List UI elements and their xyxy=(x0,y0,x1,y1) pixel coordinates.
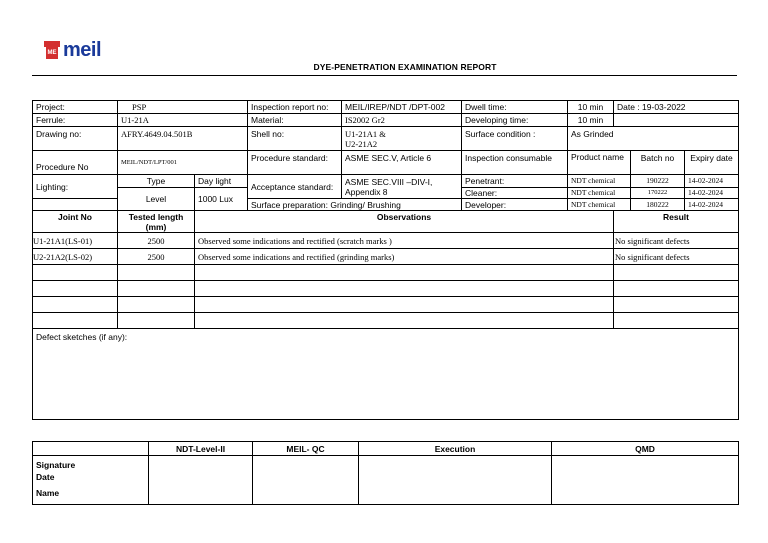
result-header: Result xyxy=(614,211,739,233)
developing-time-label: Developing time: xyxy=(462,114,568,127)
ferrule-label: Ferrule: xyxy=(33,114,118,127)
consumable-batch: 170222 xyxy=(631,188,685,199)
product-name-header: Product name xyxy=(568,151,631,175)
ferrule-value: U1-21A xyxy=(118,114,248,127)
company-logo xyxy=(44,39,102,66)
lighting-type-value: Day light xyxy=(195,175,248,188)
inspection-report-value: MEIL/IREP/NDT /DPT-002 xyxy=(342,101,462,114)
signoff-labels xyxy=(33,456,149,505)
logo-emblem: ME IL xyxy=(44,41,60,59)
procedure-label: Procedure No xyxy=(33,151,118,175)
table-row xyxy=(33,249,739,265)
shell-value xyxy=(342,127,462,151)
table-row xyxy=(33,281,739,297)
procedure-standard-label: Procedure standard: xyxy=(248,151,342,175)
defect-sketches-label: Defect sketches (if any): xyxy=(36,332,128,342)
material-label: Material: xyxy=(248,114,342,127)
surface-preparation-value: Grinding/ Brushing xyxy=(330,199,401,210)
observation-cell: Observed some indications and rectified (scratch marks ) xyxy=(195,233,614,249)
meil-qc-signature xyxy=(253,456,359,505)
table-row xyxy=(33,297,739,313)
project-value: PSP xyxy=(118,101,248,114)
shell-label: Shell no: xyxy=(248,127,342,151)
ndt-level-header: NDT-Level-II xyxy=(149,442,253,456)
inspection-consumable-label: Inspection consumable xyxy=(462,151,568,175)
meil-qc-header: MEIL- QC xyxy=(253,442,359,456)
consumable-name: Developer: xyxy=(462,199,568,211)
table-row xyxy=(33,313,739,329)
consumable-expiry: 14-02-2024 xyxy=(685,199,739,211)
lighting-label: Lighting: xyxy=(33,175,118,199)
surface-preparation xyxy=(248,199,462,211)
consumable-product: NDT chemical xyxy=(568,199,631,211)
acceptance-standard-line-2: Appendix 8 xyxy=(345,186,388,197)
consumable-name: Cleaner: xyxy=(462,188,568,199)
project-label: Project: xyxy=(33,101,118,114)
table-row xyxy=(33,265,739,281)
procedure-standard-value: ASME SEC.V, Article 6 xyxy=(342,151,462,175)
consumable-expiry: 14-02-2024 xyxy=(685,175,739,188)
signature-label: Signature xyxy=(36,460,76,470)
execution-header: Execution xyxy=(359,442,552,456)
surface-condition-label: Surface condition : xyxy=(462,127,568,151)
expiry-date-header: Expiry date xyxy=(685,151,739,175)
tested-length-cell: 2500 xyxy=(118,249,195,265)
drawing-label: Drawing no: xyxy=(33,127,118,151)
execution-signature xyxy=(359,456,552,505)
empty-cell xyxy=(614,114,739,127)
report-table xyxy=(32,100,739,420)
lighting-type-label: Type xyxy=(118,175,195,188)
empty-cell xyxy=(33,199,118,211)
dwell-time-value: 10 min xyxy=(568,101,614,114)
result-cell: No significant defects xyxy=(614,233,739,249)
dwell-time-label: Dwell time: xyxy=(462,101,568,114)
lighting-level-label: Level xyxy=(118,188,195,211)
name-label: Name xyxy=(36,488,60,498)
result-cell: No significant defects xyxy=(614,249,739,265)
tested-length-cell: 2500 xyxy=(118,233,195,249)
inspection-report-label: Inspection report no: xyxy=(248,101,342,114)
joint-no-cell: U2-21A2(LS-02) xyxy=(33,249,118,265)
qmd-signature xyxy=(552,456,739,505)
report-title: DYE-PENETRATION EXAMINATION REPORT xyxy=(313,62,497,72)
shell-value-line-2: U2-21A2 xyxy=(345,138,378,149)
defect-sketches-area xyxy=(33,329,739,420)
procedure-value: MEIL/NDT/LPT/001 xyxy=(118,151,248,175)
material-value: IS2002 Gr2 xyxy=(342,114,462,127)
observation-cell: Observed some indications and rectified (grinding marks) xyxy=(195,249,614,265)
surface-preparation-label: Surface preparation: xyxy=(251,199,329,210)
qmd-header: QMD xyxy=(552,442,739,456)
report-date: Date : 19-03-2022 xyxy=(614,101,739,114)
consumable-product: NDT chemical xyxy=(568,188,631,199)
joint-no-cell: U1-21A1(LS-01) xyxy=(33,233,118,249)
empty-cell xyxy=(33,442,149,456)
consumable-name: Penetrant: xyxy=(462,175,568,188)
logo-text: meil xyxy=(63,39,102,61)
consumable-expiry: 14-02-2024 xyxy=(685,188,739,199)
shell-value-line-1: U1-21A1 & xyxy=(345,128,386,139)
title-divider xyxy=(32,75,737,76)
date-label: Date xyxy=(36,472,55,482)
consumable-batch: 190222 xyxy=(631,175,685,188)
surface-condition-value: As Grinded xyxy=(568,127,739,151)
tested-length-header: Tested length (mm) xyxy=(118,211,195,233)
joint-no-header: Joint No xyxy=(33,211,118,233)
developing-time-value: 10 min xyxy=(568,114,614,127)
observations-header: Observations xyxy=(195,211,614,233)
consumable-batch: 180222 xyxy=(631,199,685,211)
lighting-level-value: 1000 Lux xyxy=(195,188,248,211)
drawing-value: AFRY.4649.04.501B xyxy=(118,127,248,151)
acceptance-standard-line-1: ASME SEC.VIII –DIV-I, xyxy=(345,176,433,187)
batch-no-header: Batch no xyxy=(631,151,685,175)
consumable-product: NDT chemical xyxy=(568,175,631,188)
acceptance-standard-value xyxy=(342,175,462,199)
ndt-level-signature xyxy=(149,456,253,505)
acceptance-standard-label: Acceptance standard: xyxy=(248,175,342,199)
table-row xyxy=(33,233,739,249)
signoff-table xyxy=(32,441,739,505)
